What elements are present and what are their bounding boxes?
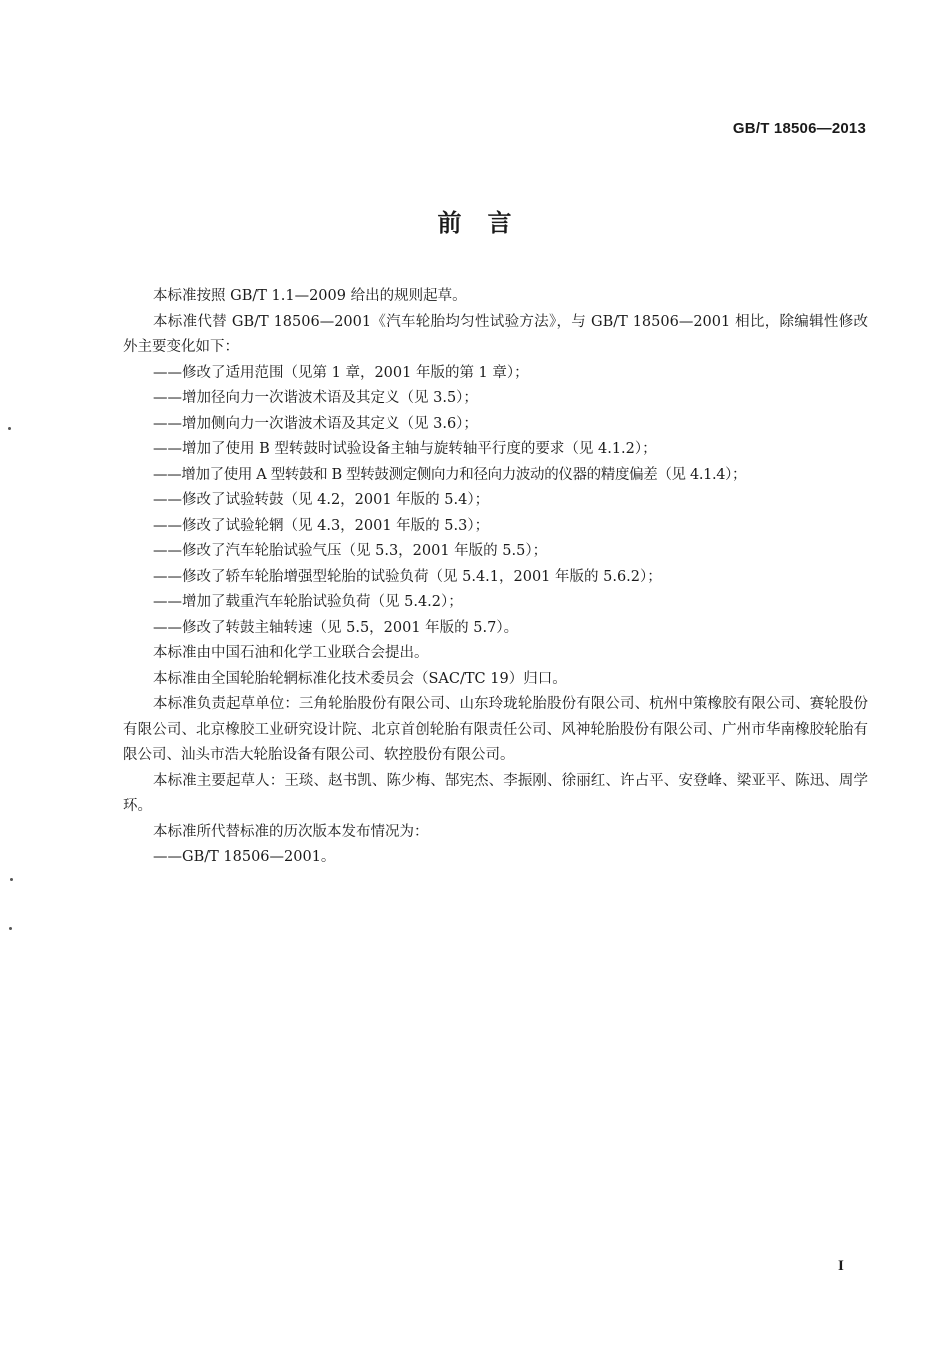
standard-number: GB/T 18506—2013	[732, 120, 866, 137]
scan-speck	[9, 927, 12, 930]
change-item: ——增加了载重汽车轮胎试验负荷（见 5.4.2）；	[153, 594, 463, 610]
foreword-body	[123, 284, 868, 871]
page-number: I	[838, 1258, 844, 1274]
page-title: 前 言	[437, 209, 513, 237]
scan-speck	[10, 878, 13, 881]
change-item: ——增加了使用 A 型转鼓和 B 型转鼓测定侧向力和径向力波动的仪器的精度偏差（见 4.1.4）；	[153, 466, 747, 483]
managed-by-paragraph: 本标准由全国轮胎轮辋标准化技术委员会（SAC/TC 19）归口。	[153, 670, 567, 687]
change-item: ——修改了轿车轮胎增强型轮胎的试验负荷（见 5.4.1，2001 年版的 5.6.2）；	[153, 568, 662, 585]
change-item: ——修改了试验转鼓（见 4.2，2001 年版的 5.4）；	[153, 492, 490, 508]
history-label: 本标准所代替标准的历次版本发布情况为：	[153, 823, 429, 840]
drafting-units-paragraph: 本标准负责起草单位：三角轮胎股份有限公司、山东玲珑轮胎股份有限公司、杭州中策橡胶有限公司、赛轮股份有限公司、北京橡胶工业研究设计院、北京首创轮胎有限责任公司、风神轮胎股份有限公司、广州市华南橡胶轮胎有限公司、汕头市浩大轮胎设备有限公司、软控股份有限公司。	[123, 696, 868, 763]
change-item: ——修改了转鼓主轴转速（见 5.5，2001 年版的 5.7）。	[153, 619, 519, 636]
intro-paragraph: 本标准按照 GB/T 1.1—2009 给出的规则起草。	[153, 288, 467, 304]
history-item: ——GB/T 18506—2001。	[153, 849, 336, 865]
scan-speck	[8, 427, 11, 430]
change-item: ——修改了汽车轮胎试验气压（见 5.3，2001 年版的 5.5）；	[153, 543, 548, 559]
changes-list	[123, 361, 868, 642]
proposed-by-paragraph: 本标准由中国石油和化学工业联合会提出。	[153, 645, 429, 661]
change-item: ——增加了使用 B 型转鼓时试验设备主轴与旋转轴平行度的要求（见 4.1.2）；	[153, 441, 657, 457]
intro-paragraph: 本标准代替 GB/T 18506—2001《汽车轮胎均匀性试验方法》，与 GB/T 18506—2001 相比，除编辑性修改外主要变化如下：	[123, 313, 868, 355]
change-item: ——修改了适用范围（见第 1 章，2001 年版的第 1 章）；	[153, 364, 529, 381]
drafters-paragraph: 本标准主要起草人：王琰、赵书凯、陈少梅、郜宪杰、李振刚、徐丽红、许占平、安登峰、梁亚平、陈迅、周学环。	[123, 772, 868, 814]
change-item: ——增加径向力一次谐波术语及其定义（见 3.5）；	[153, 390, 478, 406]
change-item: ——修改了试验轮辋（见 4.3，2001 年版的 5.3）；	[153, 517, 490, 534]
change-item: ——增加侧向力一次谐波术语及其定义（见 3.6）；	[153, 415, 478, 432]
